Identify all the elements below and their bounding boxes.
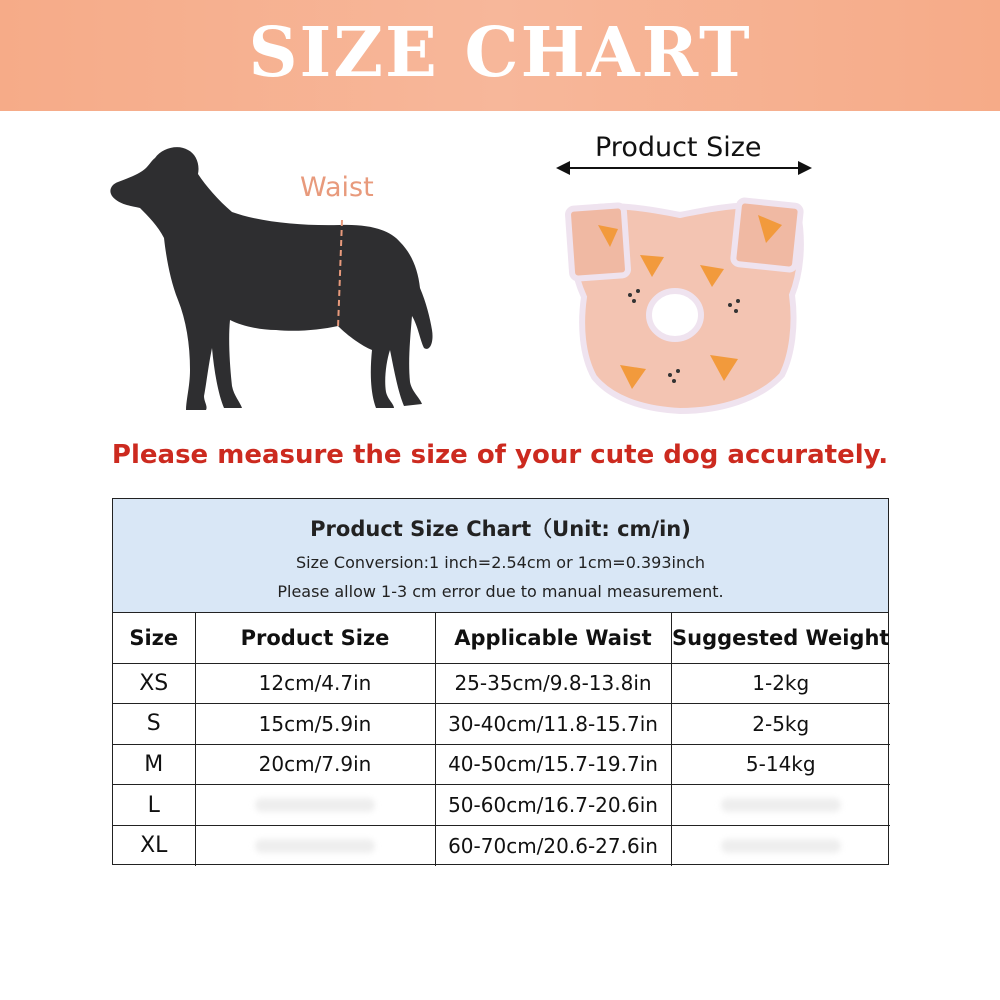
product-size-cell-blurred <box>195 825 435 866</box>
size-table <box>113 613 890 866</box>
weight-cell: 5-14kg <box>671 744 890 785</box>
waist-cell: 40-50cm/15.7-19.7in <box>435 744 671 785</box>
table-row <box>113 785 890 826</box>
product-size-cell: 20cm/7.9in <box>195 744 435 785</box>
product-size-cell-blurred <box>195 785 435 826</box>
measure-notice: Please measure the size of your cute dog accurately. <box>111 440 889 470</box>
weight-cell: 2-5kg <box>671 704 890 745</box>
chart-title: Product Size Chart（Unit: cm/in) <box>310 517 691 541</box>
size-chart-table <box>112 498 889 865</box>
product-size-cell: 15cm/5.9in <box>195 704 435 745</box>
dog-silhouette-icon <box>100 130 450 420</box>
title-banner <box>0 0 1000 111</box>
size-cell: M <box>113 744 195 785</box>
size-cell: L <box>113 785 195 826</box>
waist-cell: 50-60cm/16.7-20.6in <box>435 785 671 826</box>
error-note: Please allow 1-3 cm error due to manual measurement. <box>277 582 724 601</box>
column-header: Applicable Waist <box>435 613 671 663</box>
product-size-cell: 12cm/4.7in <box>195 663 435 704</box>
product-size-label: Product Size <box>595 132 762 163</box>
size-cell: S <box>113 704 195 745</box>
table-row <box>113 663 890 704</box>
column-header: Size <box>113 613 195 663</box>
conversion-note: Size Conversion:1 inch=2.54cm or 1cm=0.393inch <box>295 553 706 572</box>
waist-cell: 60-70cm/20.6-27.6in <box>435 825 671 866</box>
chart-header <box>113 499 888 613</box>
weight-cell-blurred <box>671 825 890 866</box>
waist-label: Waist <box>300 172 374 203</box>
size-cell: XS <box>113 663 195 704</box>
column-header: Suggested Weight <box>671 613 890 663</box>
waist-cell: 25-35cm/9.8-13.8in <box>435 663 671 704</box>
table-row <box>113 704 890 745</box>
column-header: Product Size <box>195 613 435 663</box>
page-title: SIZE CHART <box>248 12 752 93</box>
size-cell: XL <box>113 825 195 866</box>
table-header-row <box>113 613 890 663</box>
table-row <box>113 825 890 866</box>
waist-cell: 30-40cm/11.8-15.7in <box>435 704 671 745</box>
table-row <box>113 744 890 785</box>
dog-diaper-icon <box>560 185 810 425</box>
weight-cell: 1-2kg <box>671 663 890 704</box>
double-arrow-icon <box>556 158 812 178</box>
weight-cell-blurred <box>671 785 890 826</box>
